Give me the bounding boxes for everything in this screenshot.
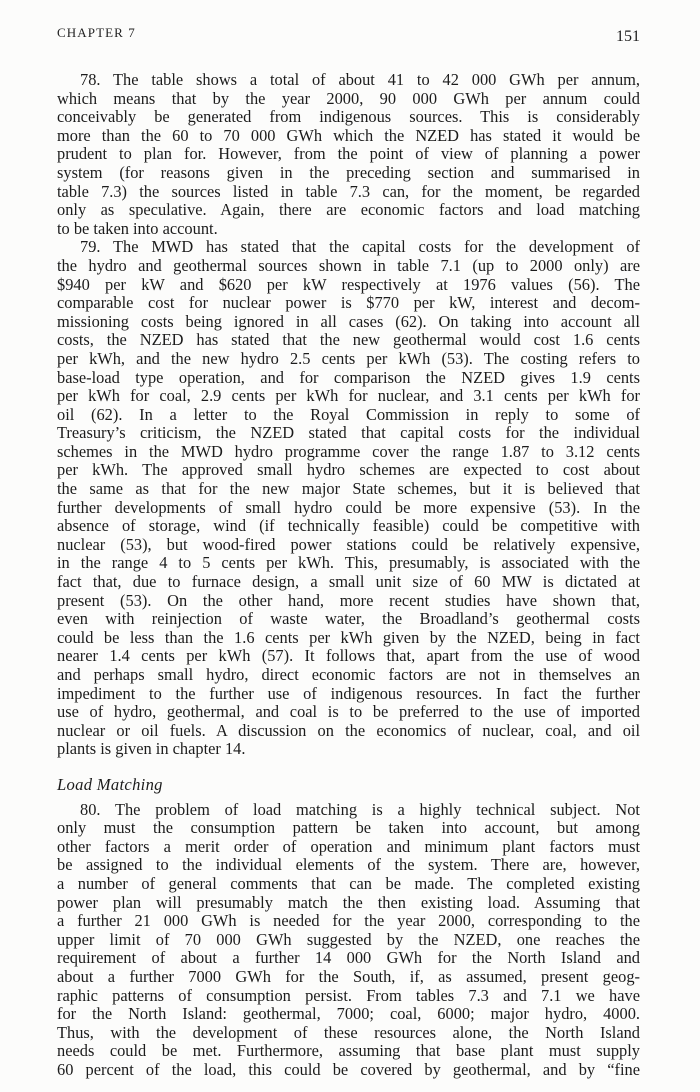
text-line: requirement of about a further 14 000 GWh for the North Island and [57,948,640,968]
text-line: absence of storage, wind (if technically feasible) could be competitive with [57,516,640,536]
paragraph-80 [57,801,640,1080]
text-line: a further 21 000 GWh is needed for the year 2000, corresponding to the [57,911,640,931]
text-line: only as speculative. Again, there are economic factors and load matching [57,200,640,220]
text-line: fact that, due to furnace design, a small unit size of 60 MW is dictated at [57,572,640,592]
text-line: per kWh. The approved small hydro schemes are expected to cost about [57,460,640,480]
text-line: needs could be met. Furthermore, assuming that base plant must supply [57,1041,640,1061]
text-line: nuclear (53), but wood-fired power stations could be relatively expensive, [57,534,640,554]
text-line: missioning costs being ignored in all cases (62). On taking into account all [57,311,640,331]
text-line: in the range 4 to 5 cents per kWh. This, presumably, is associated with the [57,553,640,573]
text-line: Treasury’s criticism, the NZED stated that capital costs for the individual [57,423,640,443]
text-line: could be less than the 1.6 cents per kWh given by the NZED, being in fact [57,627,640,647]
text-line: use of hydro, geothermal, and coal is to be preferred to the use of imported [57,702,640,722]
text-line: schemes in the MWD hydro programme cover the range 1.87 to 3.12 cents [57,441,640,461]
text-line: be assigned to the individual elements of the system. There are, however, [57,855,640,875]
page-body [57,71,640,1079]
paragraph-79 [57,238,640,759]
text-line: for the North Island: geothermal, 7000; coal, 6000; major hydro, 4000. [57,1004,640,1024]
paragraph-78 [57,71,640,238]
text-line: the hydro and geothermal sources shown in table 7.1 (up to 2000 only) are [57,255,640,275]
text-line: base-load type operation, and for comparison the NZED gives 1.9 cents [57,367,640,387]
text-line: $940 per kW and $620 per kW respectively at 1976 values (56). The [57,274,640,294]
page-header [57,25,640,45]
page-number: 151 [616,28,640,45]
text-line: table 7.3) the sources listed in table 7.3 can, for the moment, be regarded [57,181,640,201]
text-line: per kWh, and the new hydro 2.5 cents per kWh (53). The costing refers to [57,348,640,368]
text-line: conceivably be generated from indigenous sources. This is considerably [57,107,640,127]
text-line: about a further 7000 GWh for the South, if, as assumed, present geog- [57,966,640,986]
text-line: costs, the NZED has stated that the new geothermal would cost 1.6 cents [57,330,640,350]
text-line: nearer 1.4 cents per kWh (57). It follows that, apart from the use of wood [57,646,640,666]
text-line: only must the consumption pattern be taken into account, but among [57,818,640,838]
text-line: oil (62). In a letter to the Royal Commission in reply to some of [57,404,640,424]
text-line: 80. The problem of load matching is a highly technical subject. Not [80,799,640,819]
text-line: comparable cost for nuclear power is $770 per kW, interest and decom- [57,293,640,313]
text-line: which means that by the year 2000, 90 000 GWh per annum could [57,88,640,108]
text-line: Thus, with the development of these resources alone, the North Island [57,1022,640,1042]
section-heading-load-matching: Load Matching [57,774,163,794]
text-line: power plan will presumably match the then existing load. Assuming that [57,892,640,912]
text-line: more than the 60 to 70 000 GWh which the NZED has stated it would be [57,125,640,145]
text-line: plants is given in chapter 14. [57,739,246,759]
text-line: a number of general comments that can be made. The completed existing [57,873,640,893]
text-line: and perhaps small hydro, direct economic factors are not in themselves an [57,665,640,684]
text-line: the same as that for the new major State schemes, but it is believed that [57,479,640,499]
text-line: nuclear or oil fuels. A discussion on the economics of nuclear, coal, and oil [57,720,640,740]
text-line: present (53). On the other hand, more recent studies have shown that, [57,590,640,610]
chapter-label: CHAPTER 7 [57,25,136,40]
text-line: even with reinjection of waste water, the Broadland’s geothermal costs [57,609,640,629]
text-line: further developments of small hydro could be more expensive (53). In the [57,497,640,517]
text-line: 79. The MWD has stated that the capital costs for the development of [80,237,640,257]
text-line: raphic patterns of consumption persist. From tables 7.3 and 7.1 we have [57,985,640,1005]
text-line: 78. The table shows a total of about 41 to 42 000 GWh per annum, [80,70,640,89]
text-line: impediment to the further use of indigenous resources. In fact the further [57,683,640,703]
text-line: prudent to plan for. However, from the point of view of planning a power [57,144,640,164]
text-line: upper limit of 70 000 GWh suggested by the NZED, one reaches the [57,929,640,949]
text-line: per kWh for coal, 2.9 cents per kWh for nuclear, and 3.1 cents per kWh for [57,386,640,406]
text-line: to be taken into account. [57,218,218,238]
text-line: other factors a merit order of operation and minimum plant factors must [57,836,640,856]
text-line: 60 percent of the load, this could be covered by geothermal, and by “fine [57,1059,640,1079]
text-line: system (for reasons given in the preceding section and summarised in [57,162,640,182]
